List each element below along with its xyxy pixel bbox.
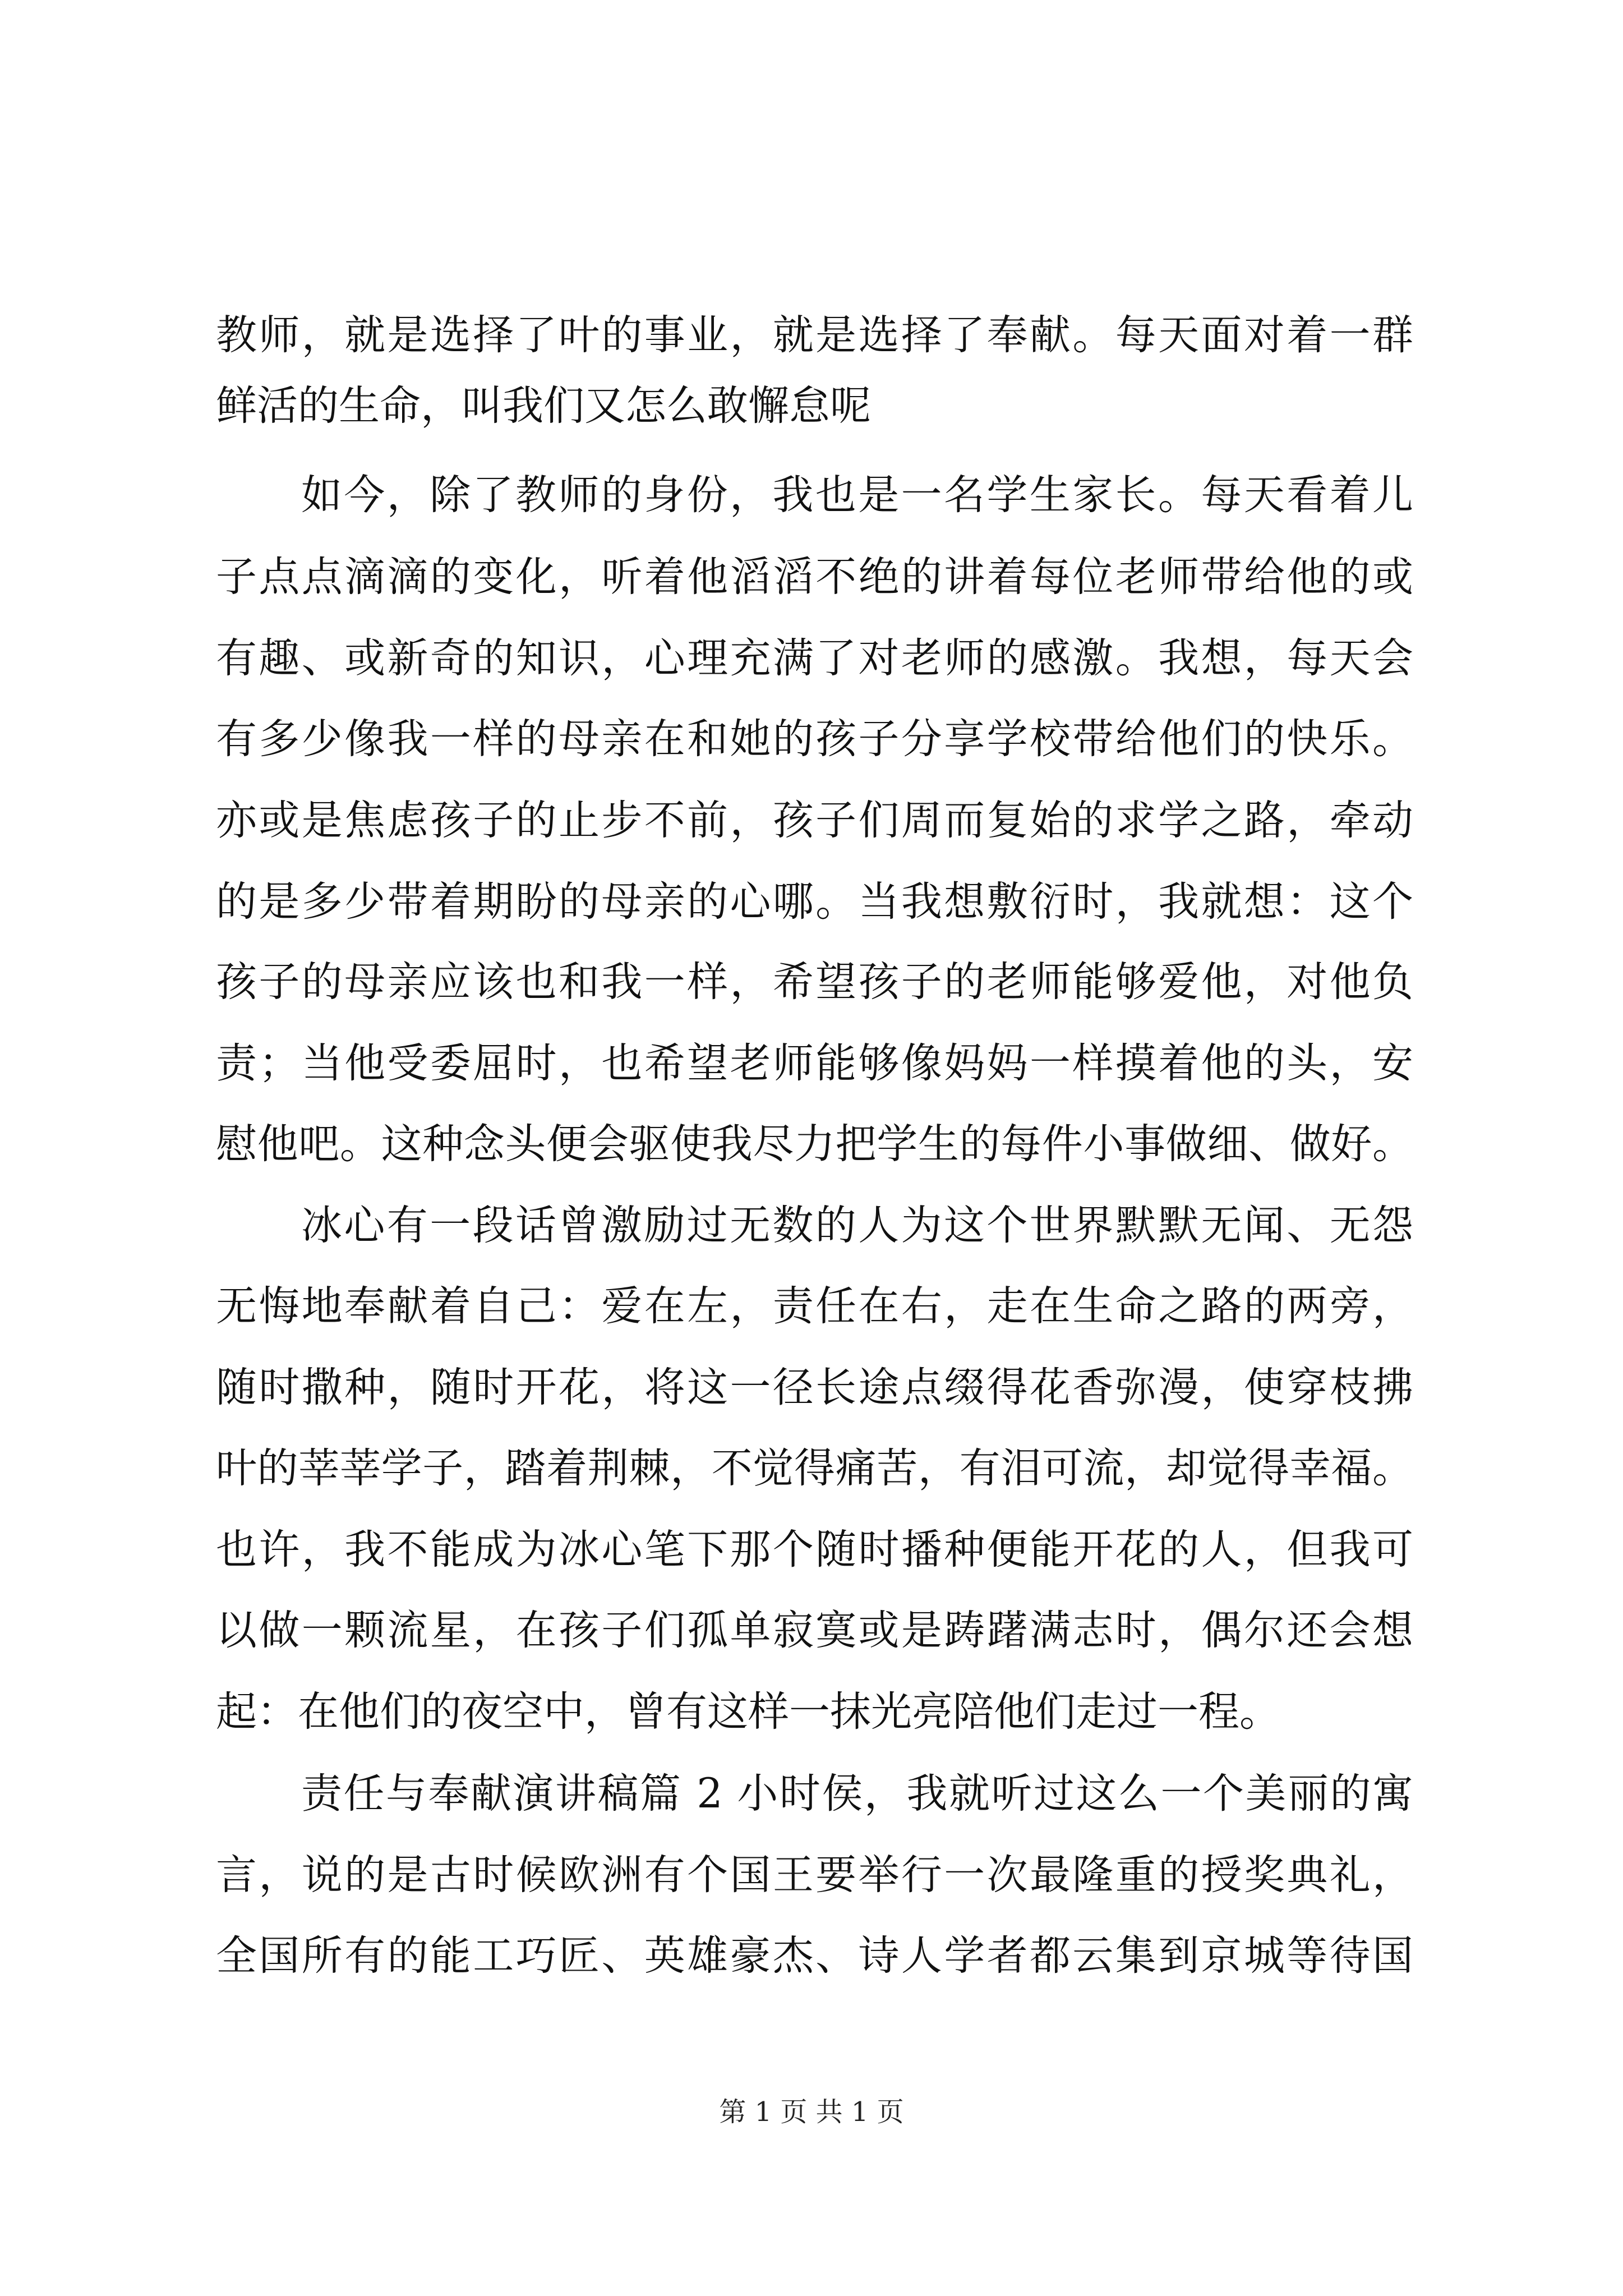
paragraph-line: 的是多少带着期盼的母亲的心哪。当我想敷衍时，我就想：这个 — [216, 878, 1413, 926]
paragraph-line: 慰他吧。这种念头便会驱使我尽力把学生的每件小事做细、做好。 — [216, 1120, 1413, 1168]
paragraph-line: 有多少像我一样的母亲在和她的孩子分享学校带给他们的快乐。 — [216, 715, 1413, 763]
paragraph-line: 有趣、或新奇的知识，心理充满了对老师的感激。我想，每天会 — [216, 634, 1413, 682]
paragraph-line: 教师，就是选择了叶的事业，就是选择了奉献。每天面对着一群 — [216, 311, 1413, 359]
paragraph-line: 责任与奉献演讲稿篇 2 小时侯，我就听过这么一个美丽的寓 — [301, 1770, 1413, 1818]
paragraph-line: 随时撒种，随时开花，将这一径长途点缀得花香弥漫，使穿枝拂 — [216, 1364, 1413, 1411]
paragraph-line: 子点点滴滴的变化，听着他滔滔不绝的讲着每位老师带给他的或 — [216, 553, 1413, 601]
paragraph-line: 亦或是焦虑孩子的止步不前，孩子们周而复始的求学之路，牵动 — [216, 797, 1413, 844]
paragraph-line: 如今，除了教师的身份，我也是一名学生家长。每天看着儿 — [301, 471, 1413, 519]
paragraph-line: 全国所有的能工巧匠、英雄豪杰、诗人学者都云集到京城等待国 — [216, 1932, 1413, 1980]
paragraph-line: 言，说的是古时候欧洲有个国王要举行一次最隆重的授奖典礼， — [216, 1851, 1413, 1899]
paragraph-line: 以做一颗流星，在孩子们孤单寂寞或是踌躇满志时，偶尔还会想 — [216, 1607, 1413, 1654]
paragraph-line: 叶的莘莘学子，踏着荆棘，不觉得痛苦，有泪可流，却觉得幸福。 — [216, 1444, 1413, 1492]
paragraph-line: 孩子的母亲应该也和我一样，希望孩子的老师能够爱他，对他负 — [216, 958, 1413, 1006]
paragraph-line: 责；当他受委屈时，也希望老师能够像妈妈一样摸着他的头，安 — [216, 1039, 1413, 1087]
paragraph-line: 起：在他们的夜空中，曾有这样一抹光亮陪他们走过一程。 — [216, 1688, 1280, 1736]
paragraph-line: 冰心有一段话曾激励过无数的人为这个世界默默无闻、无怨 — [301, 1202, 1413, 1249]
paragraph-line: 鲜活的生命，叫我们又怎么敢懈怠呢 — [216, 382, 871, 430]
page-number-footer: 第 1 页 共 1 页 — [719, 2096, 904, 2128]
paragraph-line: 无悔地奉献着自己：爱在左，责任在右，走在生命之路的两旁， — [216, 1282, 1413, 1330]
paragraph-line: 也许，我不能成为冰心笔下那个随时播种便能开花的人，但我可 — [216, 1526, 1413, 1573]
